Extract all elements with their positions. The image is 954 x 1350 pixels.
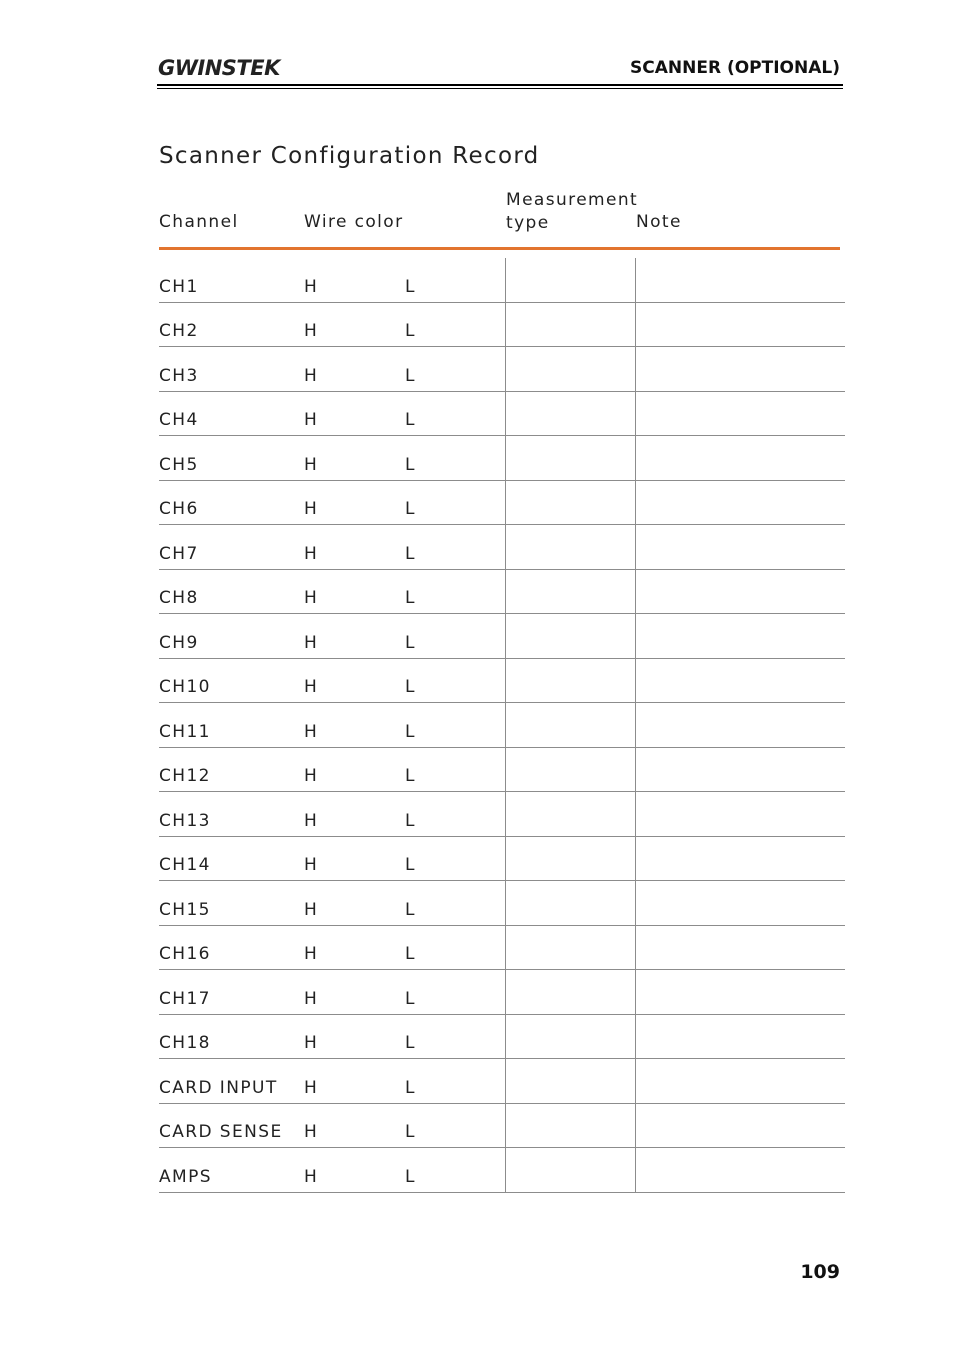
wire-l-cell: L: [405, 899, 416, 920]
channel-cell: CH6: [159, 499, 199, 519]
column-header-measurement-type: type: [506, 213, 550, 233]
channel-cell: CARD SENSE: [159, 1122, 283, 1142]
page-title: Scanner Configuration Record: [159, 143, 540, 169]
page-number: 109: [800, 1261, 840, 1283]
table-row: [0, 926, 954, 971]
wire-h-cell: H: [304, 499, 319, 519]
wire-h-cell: H: [304, 321, 319, 341]
wire-l-cell: L: [405, 410, 416, 430]
wire-l-cell: L: [405, 1122, 416, 1142]
wire-l-cell: L: [405, 944, 416, 964]
table-row: [0, 1015, 954, 1060]
wire-h-cell: H: [304, 766, 319, 786]
channel-cell: CH14: [159, 855, 211, 875]
channel-cell: CH1: [159, 276, 199, 297]
wire-l-cell: L: [405, 677, 416, 697]
record-table: [0, 258, 954, 1193]
table-row: [0, 970, 954, 1015]
table-row: [0, 1059, 954, 1104]
table-row: [0, 570, 954, 615]
channel-cell: CH7: [159, 543, 199, 564]
wire-h-cell: H: [304, 855, 319, 875]
wire-h-cell: H: [304, 1122, 319, 1142]
channel-cell: CH3: [159, 365, 199, 386]
channel-cell: CH17: [159, 988, 211, 1009]
wire-h-cell: H: [304, 588, 319, 608]
wire-l-cell: L: [405, 321, 416, 341]
wire-h-cell: H: [304, 1033, 319, 1053]
column-header-measurement: Measurement: [506, 190, 639, 210]
wire-l-cell: L: [405, 721, 416, 742]
wire-h-cell: H: [304, 1077, 319, 1098]
channel-cell: CH13: [159, 810, 211, 831]
header-rule-thin: [157, 88, 843, 89]
table-row: [0, 258, 954, 303]
channel-cell: CH12: [159, 766, 211, 786]
channel-cell: CH16: [159, 944, 211, 964]
table-row: [0, 792, 954, 837]
table-row: [0, 837, 954, 882]
column-header-channel: Channel: [159, 212, 239, 232]
wire-h-cell: H: [304, 944, 319, 964]
wire-h-cell: H: [304, 899, 319, 920]
wire-h-cell: H: [304, 810, 319, 831]
wire-l-cell: L: [405, 499, 416, 519]
channel-cell: CH11: [159, 721, 211, 742]
table-row: [0, 392, 954, 437]
channel-cell: CH18: [159, 1033, 211, 1053]
table-row: [0, 748, 954, 793]
wire-h-cell: H: [304, 543, 319, 564]
table-row: [0, 436, 954, 481]
channel-cell: CH15: [159, 899, 211, 920]
section-title: SCANNER (OPTIONAL): [630, 58, 840, 78]
table-row: [0, 1104, 954, 1149]
channel-cell: CH10: [159, 677, 211, 697]
wire-h-cell: H: [304, 988, 319, 1009]
wire-l-cell: L: [405, 543, 416, 564]
table-row: [0, 659, 954, 704]
wire-l-cell: L: [405, 1077, 416, 1098]
column-header-wire-color: Wire color: [304, 212, 404, 232]
wire-l-cell: L: [405, 276, 416, 297]
wire-l-cell: L: [405, 632, 416, 653]
table-row: [0, 614, 954, 659]
wire-h-cell: H: [304, 410, 319, 430]
wire-h-cell: H: [304, 276, 319, 297]
channel-cell: CH4: [159, 410, 199, 430]
wire-h-cell: H: [304, 454, 319, 475]
wire-l-cell: L: [405, 1166, 416, 1187]
wire-l-cell: L: [405, 855, 416, 875]
channel-cell: CH2: [159, 321, 199, 341]
table-row: [0, 303, 954, 348]
brand-logo: GWINSTEK: [158, 56, 280, 80]
wire-l-cell: L: [405, 588, 416, 608]
channel-cell: AMPS: [159, 1166, 212, 1187]
wire-l-cell: L: [405, 766, 416, 786]
table-row: [0, 881, 954, 926]
table-row: [0, 525, 954, 570]
wire-h-cell: H: [304, 1166, 319, 1187]
wire-l-cell: L: [405, 988, 416, 1009]
wire-l-cell: L: [405, 365, 416, 386]
channel-cell: CH8: [159, 588, 199, 608]
table-row: [0, 703, 954, 748]
wire-h-cell: H: [304, 677, 319, 697]
wire-l-cell: L: [405, 454, 416, 475]
wire-h-cell: H: [304, 721, 319, 742]
table-row: [0, 1148, 954, 1193]
column-header-note: Note: [636, 212, 682, 232]
wire-h-cell: H: [304, 632, 319, 653]
channel-cell: CH5: [159, 454, 199, 475]
wire-l-cell: L: [405, 810, 416, 831]
channel-cell: CH9: [159, 632, 199, 653]
channel-cell: CARD INPUT: [159, 1077, 278, 1098]
wire-h-cell: H: [304, 365, 319, 386]
header-rule: [157, 84, 843, 86]
table-row: [0, 481, 954, 526]
header-divider: [159, 247, 840, 250]
table-row: [0, 347, 954, 392]
row-divider: [159, 1192, 845, 1193]
wire-l-cell: L: [405, 1033, 416, 1053]
